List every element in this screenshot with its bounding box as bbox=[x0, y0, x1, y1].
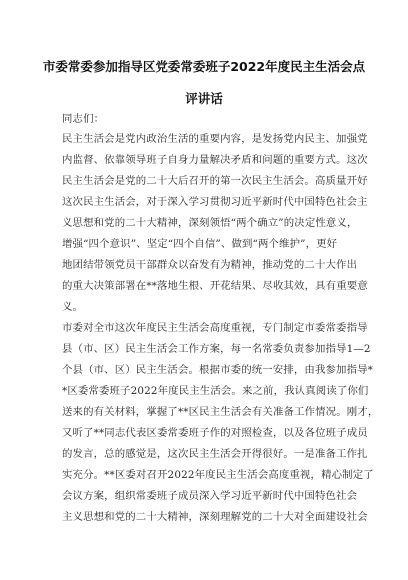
body-line: 的重大决策部署在**落地生根、开花结果、尽收其效，具有重要意 bbox=[62, 280, 368, 292]
body-line: 又听了**同志代表区委常委班子作的对照检查，以及各位班子成员 bbox=[62, 427, 368, 439]
body-line: 义。 bbox=[62, 301, 84, 313]
document-title-line-2: 评讲话 bbox=[185, 91, 223, 106]
salutation: 同志们： bbox=[62, 113, 105, 125]
body-line: 市委对全市这次年度民主生活会高度重视，专门制定市委常委指导 bbox=[62, 322, 368, 334]
body-line: 内监督、依靠领导班子自身力量解决矛盾和问题的重要方式。这次 bbox=[62, 154, 368, 166]
body-line: 民主生活会是党的二十大后召开的第一次民主生活会。高质量开好 bbox=[62, 175, 368, 187]
body-line: 会议方案，组织常委班子成员深入学习近平新时代中国特色社会 bbox=[62, 490, 358, 502]
body-line: 实充分。**区委对召开2022年度民主生活会高度重视，精心制定了 bbox=[62, 469, 374, 481]
body-line: 主义思想和党的二十大精神，深刻理解党的二十大对全面建设社会 bbox=[62, 511, 368, 523]
body-line: *区委常委班子2022年度民主生活会。来之前，我认真阅读了你们 bbox=[62, 385, 369, 397]
body-line: 个县（市、区）民主生活会。根据市委的统一安排，由我参加指导* bbox=[62, 364, 374, 376]
body-line: 义思想和党的二十大精神，深刻领悟“两个确立”的决定性意义， bbox=[62, 217, 358, 229]
document-title-line-1: 市委常委参加指导区党委常委班子2022年度民主生活会点 bbox=[42, 59, 366, 74]
body-line: 送来的有关材料，掌握了**区民主生活会有关准备工作情况。刚才， bbox=[62, 406, 379, 418]
body-line: 这次民主生活会，对于深入学习贯彻习近平新时代中国特色社会主 bbox=[62, 196, 368, 208]
body-line: 民主生活会是党内政治生活的重要内容，是发扬党内民主、加强党 bbox=[62, 133, 368, 145]
body-line: 的发言，总的感觉是，这次民主生活会开得很好。一是准备工作扎 bbox=[62, 448, 368, 460]
body-line: 地团结带领党员干部群众以奋发有为精神，推动党的二十大作出 bbox=[62, 259, 358, 271]
body-line: 县（市、区）民主生活会工作方案，每一名常委负责参加指导1—2 bbox=[62, 343, 371, 355]
body-line: 增强“四个意识”、坚定“四个自信”、做到“两个维护”，更好 bbox=[62, 238, 338, 250]
